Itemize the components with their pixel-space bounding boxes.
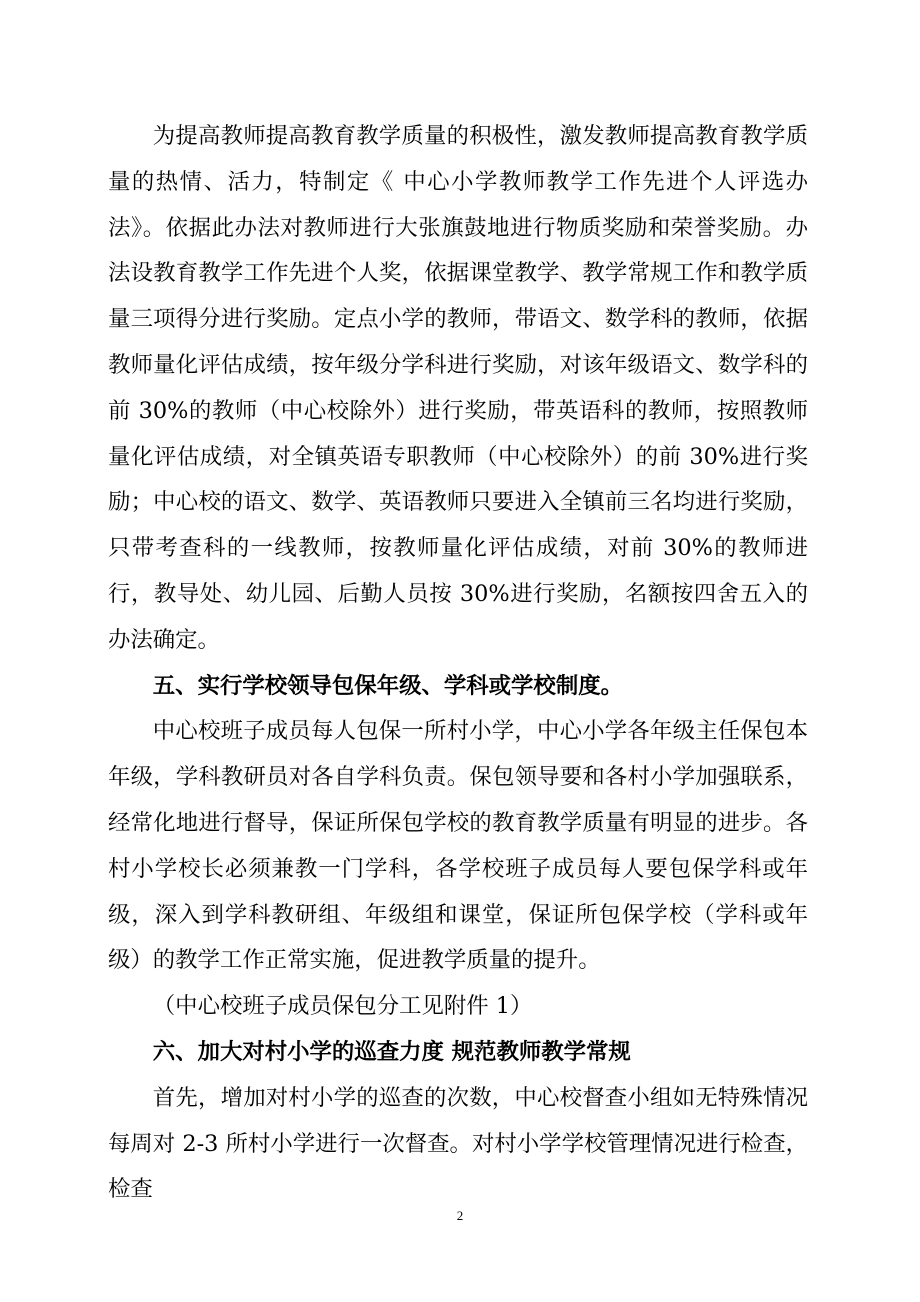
paragraph-appendix-note: （中心校班子成员保包分工见附件 1）: [152, 993, 533, 1020]
section-heading-5: 五、实行学校领导包保年级、学科或学校制度。: [152, 672, 623, 699]
paragraph-teacher-awards: 为提高教师提高教育教学质量的积极性，激发教师提高教育教学质量的热情、活力，特制定《 中心小学教师教学工作先进个人评选办法》。依据此办法对教师进行大张旗鼓地进行物质奖励和荣誉奖励。办法设教育教学工作先进个人奖，依据课堂教学、教学常规工作和教学质量三项得分进行奖励。定点小学的教师，带语文、数学科的教师，依据教师量化评估成绩，按年级分学科进行奖励，对该年级语文、数学科的前 30%的教师（中心校除外）进行奖励，带英语科的教师，按照教师量化评估成绩，对全镇英语专职教师（中心校除外）的前 30%进行奖励；中心校的语文、数学、英语教师只要进入全镇前三名均进行奖励，只带考查科的一线教师，按教师量化评估成绩，对前 30%的教师进行，教导处、幼儿园、后勤人员按 30%进行奖励，名额按四舍五入的办法确定。: [108, 123, 808, 653]
document-body: [108, 114, 808, 1213]
section-heading-6: 六、加大对村小学的巡查力度 规范教师教学常规: [152, 1038, 631, 1065]
page-number: 2: [456, 1208, 464, 1223]
paragraph-leader-responsibility: 中心校班子成员每人包保一所村小学，中心小学各年级主任保包本年级，学科教研员对各自学科负责。保包领导要和各村小学加强联系，经常化地进行督导，保证所保包学校的教育教学质量有明显的进步。各村小学校长必须兼教一门学科，各学校班子成员每人要包保学科或年级，深入到学科教研组、年级组和课堂，保证所包保学校（学科或年级）的教学工作正常实施，促进教学质量的提升。: [108, 718, 808, 974]
paragraph-inspection: 首先，增加对村小学的巡查的次数，中心校督查小组如无特殊情况每周对 2-3 所村小学进行一次督查。对村小学学校管理情况进行检查，检查: [108, 1084, 808, 1203]
